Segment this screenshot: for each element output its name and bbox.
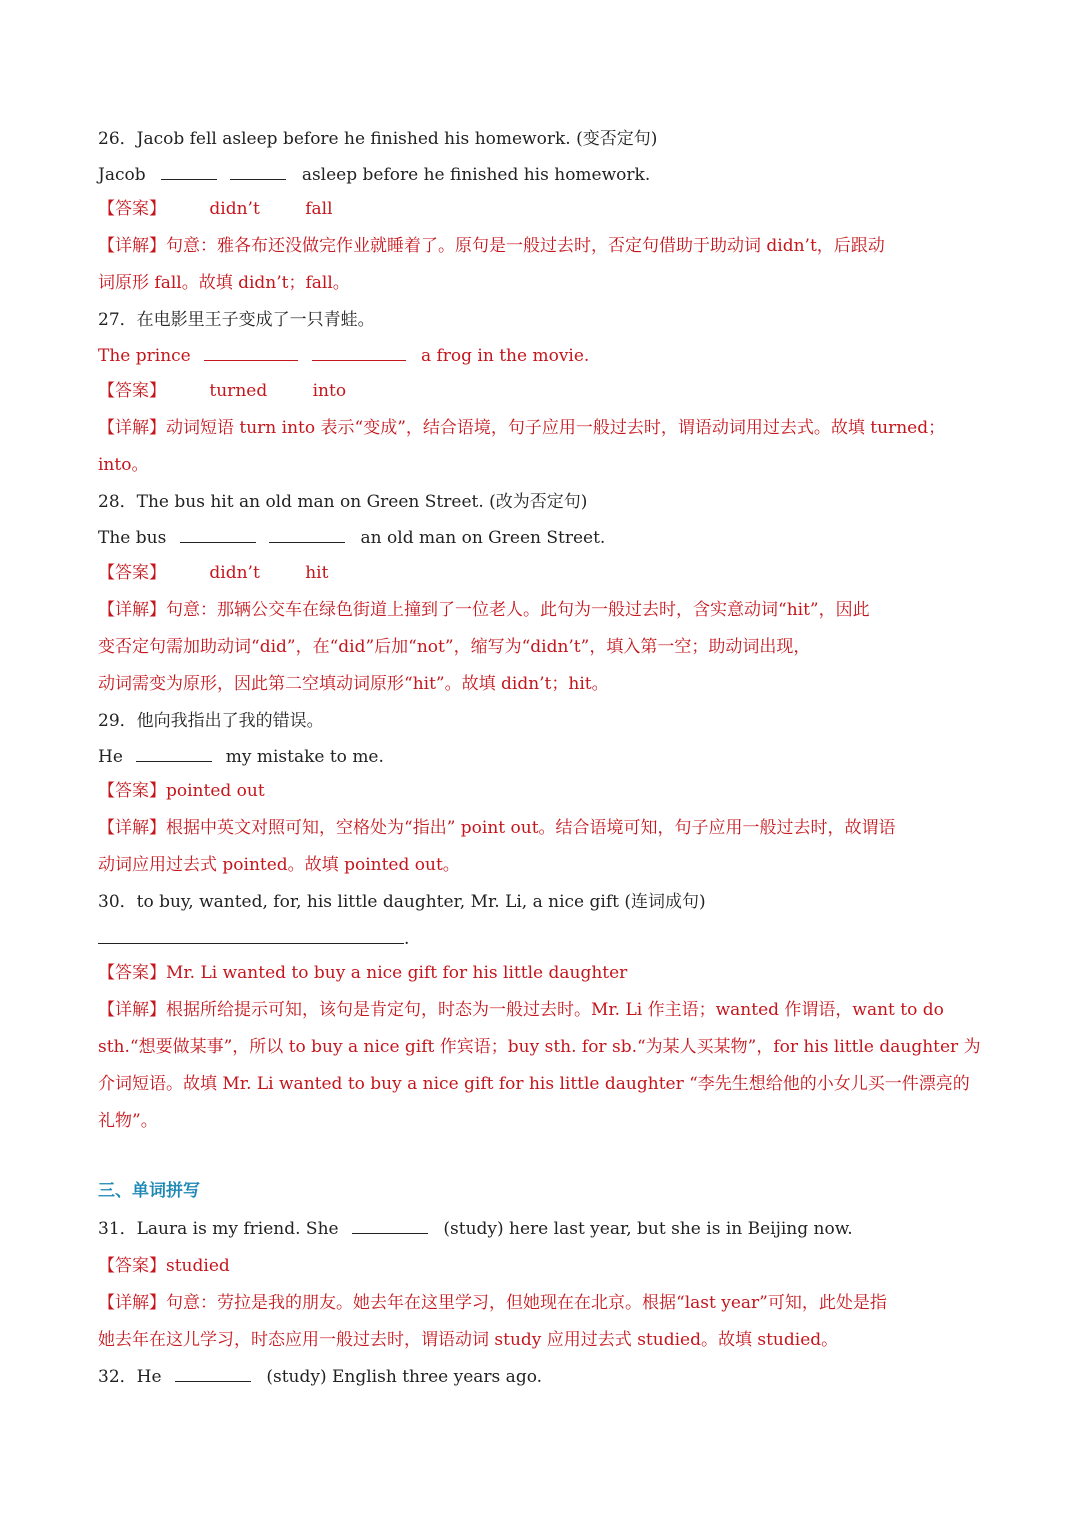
question-31 (98, 1218, 998, 1240)
answer-blank (312, 345, 406, 361)
answer-blank (161, 164, 217, 180)
prompt-start: He (98, 747, 123, 767)
detail-31: 【详解】句意：劳拉是我的朋友。她去年在这里学习，但她现在在北京。根据“last year”可知，此处是指 (98, 1293, 887, 1313)
prompt-start: Jacob (98, 165, 146, 185)
answer-28 (98, 562, 998, 584)
detail-30: 【详解】根据所给提示可知，该句是肯定句，时态为一般过去时。Mr. Li 作主语；wanted 作谓语，want to do (98, 1000, 944, 1020)
detail-29: 【详解】根据中英文对照可知，空格处为“指出” point out。结合语境可知，句子应用一般过去时，故谓语 (98, 818, 896, 838)
question-start: 32．He (98, 1367, 162, 1387)
answer-value: into (312, 381, 347, 401)
detail-30: 礼物”。 (98, 1111, 158, 1131)
answer-blank (230, 164, 286, 180)
answer-26 (98, 198, 998, 220)
question-end: (study) English three years ago. (266, 1367, 543, 1387)
prompt-end: a frog in the movie. (420, 346, 590, 366)
question-26: 26．Jacob fell asleep before he finished his homework. (变否定句) (98, 129, 658, 149)
detail-28: 【详解】句意：那辆公交车在绿色街道上撞到了一位老人。此句为一般过去时，含实意动词“hit”，因此 (98, 600, 870, 620)
detail-26: 词原形 fall。故填 didn’t；fall。 (98, 273, 350, 293)
answer-30: 【答案】Mr. Li wanted to buy a nice gift for his little daughter (98, 963, 628, 983)
answer-29: 【答案】pointed out (98, 781, 265, 801)
answer-value: didn’t (209, 199, 260, 219)
question-26-prompt (98, 164, 998, 186)
prompt-end: my mistake to me. (225, 747, 384, 767)
answer-blank (136, 746, 212, 762)
answer-blank (180, 527, 256, 543)
answer-blank (98, 928, 404, 944)
question-32 (98, 1366, 998, 1388)
question-start: 31．Laura is my friend. She (98, 1219, 339, 1239)
answer-blank (269, 527, 345, 543)
answer-label: 【答案】 (98, 563, 166, 583)
prompt-start: The bus (98, 528, 167, 548)
detail-28: 变否定句需加助动词“did”，在“did”后加“not”，缩写为“didn’t”，填入第一空；助动词出现， (98, 637, 811, 657)
prompt-start: The prince (98, 346, 191, 366)
detail-30: sth.“想要做某事”，所以 to buy a nice gift 作宾语；buy sth. for sb.“为某人买某物”，for his little daughter 为 (98, 1037, 981, 1057)
detail-29: 动词应用过去式 pointed。故填 pointed out。 (98, 855, 460, 875)
detail-27: 【详解】动词短语 turn into 表示“变成”，结合语境，句子应用一般过去时，谓语动词用过去式。故填 turned； (98, 418, 946, 438)
answer-value: fall (305, 199, 333, 219)
question-30: 30．to buy, wanted, for, his little daughter, Mr. Li, a nice gift (连词成句) (98, 892, 706, 912)
detail-27: into。 (98, 455, 149, 475)
answer-27 (98, 380, 998, 402)
detail-26: 【详解】句意：雅各布还没做完作业就睡着了。原句是一般过去时，否定句借助于助动词 didn’t，后跟动 (98, 236, 885, 256)
answer-label: 【答案】 (98, 381, 166, 401)
answer-blank (352, 1218, 428, 1234)
answer-value: turned (209, 381, 268, 401)
detail-30: 介词短语。故填 Mr. Li wanted to buy a nice gift for his little daughter “李先生想给他的小女儿买一件漂亮的 (98, 1074, 970, 1094)
question-30-blank-line: . (98, 928, 998, 950)
answer-31: 【答案】studied (98, 1256, 230, 1276)
detail-31: 她去年在这儿学习，时态应用一般过去时，谓语动词 study 应用过去式 studied。故填 studied。 (98, 1330, 839, 1350)
answer-blank (204, 345, 298, 361)
answer-blank (175, 1366, 251, 1382)
question-28-prompt (98, 527, 998, 549)
question-29-prompt (98, 746, 998, 768)
section-title: 三、单词拼写 (98, 1181, 200, 1201)
prompt-end: an old man on Green Street. (360, 528, 606, 548)
question-28: 28．The bus hit an old man on Green Street. (改为否定句) (98, 492, 588, 512)
answer-value: didn’t (209, 563, 260, 583)
question-27-prompt (98, 345, 998, 367)
prompt-end: asleep before he finished his homework. (301, 165, 651, 185)
question-29: 29．他向我指出了我的错误。 (98, 711, 324, 731)
answer-label: 【答案】 (98, 199, 166, 219)
answer-value: hit (305, 563, 329, 583)
question-end: (study) here last year, but she is in Beijing now. (443, 1219, 853, 1239)
question-27: 27．在电影里王子变成了一只青蛙。 (98, 310, 375, 330)
detail-28: 动词需变为原形，因此第二空填动词原形“hit”。故填 didn’t；hit。 (98, 674, 609, 694)
